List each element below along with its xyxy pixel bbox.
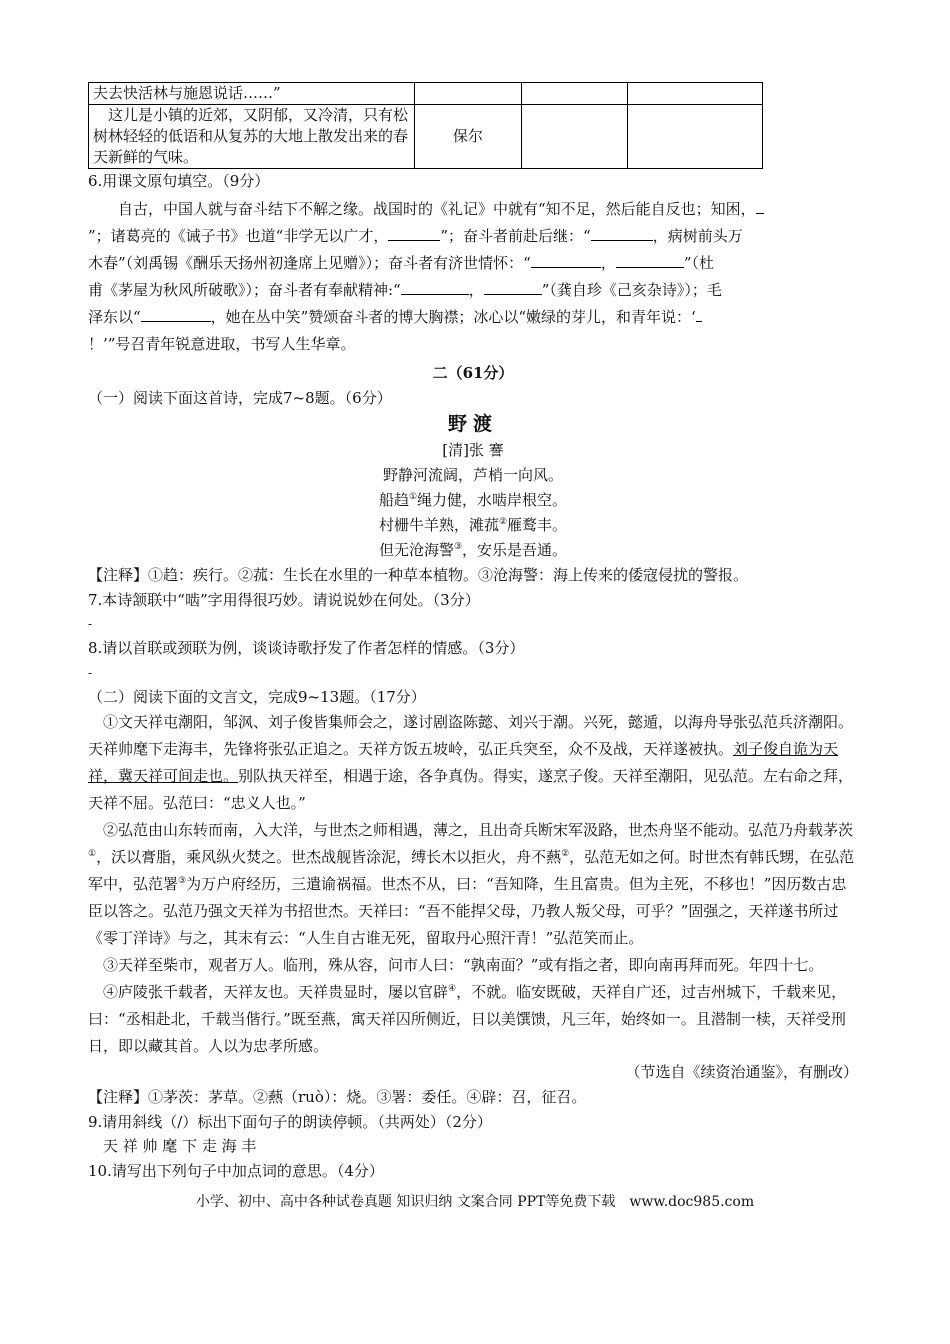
question-6-title: 6.用课文原句填空。（9分） xyxy=(88,172,270,190)
text: ①文天祥屯潮阳，邹沨、刘子俊皆集师会之，遂讨剧盗陈懿、刘兴于潮。兴死，懿遁，以海舟导张弘范兵济潮阳。天祥帅麾下走海丰，先锋将张弘正追之。天祥方饭五坡岭，弘正兵突至，众不及战，天祥遂被执。 xyxy=(88,713,854,758)
underlined-sentence: 刘子俊自诡为天祥，冀天祥可间走也。 xyxy=(88,740,839,785)
text: 泽东以“ xyxy=(88,307,141,326)
note-mark: ② xyxy=(561,849,570,859)
question-8: 8.请以首联或颈联为例，谈谈诗歌抒发了作者怎样的情感。（3分） xyxy=(88,639,525,657)
reading-table xyxy=(88,82,763,169)
text: 甫《茅屋为秋风所破歌》）；奋斗者有奉献精神:“ xyxy=(88,280,401,299)
source-citation: （节选自《续资治通鉴》，有删改） xyxy=(625,1063,858,1081)
blank[interactable] xyxy=(141,306,211,322)
question-9-sentence: 天 祥 帅 麾 下 走 海 丰 xyxy=(103,1137,257,1155)
table-cell: 夫去快活林与施恩说话……” xyxy=(89,83,415,105)
page-footer: 小学、初中、高中各种试卷真题 知识归纳 文案合同 PPT等免费下载 www.doc985.com xyxy=(195,1194,755,1210)
prose-paragraph-3: ③天祥至柴市，观者万人。临刑，殊从容，问市人曰：“孰南面？”或有指之者，即向南再拜而死。年四十七。 xyxy=(103,956,824,974)
text: ！’”号召青年锐意进取，书写人生华章。 xyxy=(88,334,356,353)
note-mark: ① xyxy=(88,849,97,859)
question-7: 7.本诗颔联中“啮”字用得很巧妙。请说说妙在何处。（3分） xyxy=(88,590,480,609)
poem-intro: （一）阅读下面这首诗，完成7~8题。（6分） xyxy=(88,388,392,407)
text: ”（杜 xyxy=(683,253,715,272)
blank[interactable] xyxy=(388,225,440,241)
table-cell xyxy=(628,105,763,169)
text: ，她在丛中笑”赞颂奋斗者的博大胸襟；冰心以“嫩绿的芽儿，和青年说：‘ xyxy=(210,307,696,326)
text: ， xyxy=(468,280,484,299)
text: 绳力健，水啮岸根空。 xyxy=(417,491,568,509)
poem-line xyxy=(88,513,858,538)
answer-line: - xyxy=(88,665,93,680)
note-mark: ③ xyxy=(178,876,187,886)
prose-paragraph-4 xyxy=(88,979,858,1060)
blank[interactable] xyxy=(616,252,684,268)
question-9: 9.请用斜线（/）标出下面句子的朗读停顿。（共两处）（2分） xyxy=(88,1112,492,1131)
note-mark: ③ xyxy=(453,542,463,552)
table-cell xyxy=(628,83,763,105)
text: ， xyxy=(600,253,616,272)
question-10: 10.请写出下列句子中加点词的意思。（4分） xyxy=(88,1161,384,1180)
text: 但无沧海警 xyxy=(378,541,454,559)
answer-line: - xyxy=(88,617,93,631)
text: 村栅牛羊熟，滩菰 xyxy=(378,516,499,534)
text: 雁鹜丰。 xyxy=(507,516,568,534)
blank[interactable] xyxy=(756,198,764,214)
blank[interactable] xyxy=(696,306,702,322)
prose-paragraph-2 xyxy=(88,817,858,952)
table-cell xyxy=(521,83,628,105)
text: ，安乐是吾通。 xyxy=(462,541,568,559)
table-row xyxy=(89,105,763,169)
table-cell xyxy=(415,83,522,105)
table-row xyxy=(89,83,763,105)
blank[interactable] xyxy=(484,279,542,295)
blank[interactable] xyxy=(401,279,469,295)
prose-paragraph-1 xyxy=(88,709,858,817)
text: ②弘范由山东转而南，入大洋，与世杰之师相遇，薄之，且出奇兵断宋军汲路，世杰舟坚不能动。弘范乃舟载茅茨 xyxy=(103,821,854,839)
text: 自古，中国人就与奋斗结下不解之缘。战国时的《礼记》中就有“知不足，然后能自反也；知困， xyxy=(118,199,756,218)
table-cell: 保尔 xyxy=(415,105,522,169)
poem-line xyxy=(88,538,858,563)
poem-author: [清]张 謇 xyxy=(442,441,504,459)
prose-intro: （二）阅读下面的文言文，完成9~13题。（17分） xyxy=(88,687,426,706)
poem-note: 【注释】①趋：疾行。②菰：生长在水里的一种草本植物。③沧海警：海上传来的倭寇侵扰的警报。 xyxy=(88,566,749,584)
text: 船趋 xyxy=(378,491,409,509)
note-mark: ① xyxy=(408,492,418,502)
text: ，不就。临安既破，天祥自广还，过吉州城下，千载来见，曰：“丞相赴北，千载当偕行。”既至燕，寓天祥囚所侧近，日以美馔馈，凡三年，始终如一。且潜制一椟，天祥受刑日，即以藏其首。人以为忠孝所感。 xyxy=(88,983,847,1055)
text: ，沃以膏脂，乘风纵火焚之。世杰战舰皆涂泥，缚长木以拒火，舟不爇 xyxy=(96,848,562,866)
note-mark: ④ xyxy=(448,984,457,994)
text: 为万户府经历，三遣谕祸福。世杰不从，曰：“吾知降，生且富贵。但为主死，不移也！”因历数古忠臣以答之。弘范乃强文天祥为书招世杰。天祥曰：“吾不能捍父母，乃教人叛父母，可乎？”固强之，天祥遂书所过《零丁洋诗》与之，其末有云：“人生自古谁无死，留取丹心照汗青！”弘范笑而止。 xyxy=(88,875,847,947)
prose-note: 【注释】①茅茨：茅草。②爇（ruò）：烧。③署：委任。④辟：召，征召。 xyxy=(88,1088,587,1106)
table-cell xyxy=(521,105,628,169)
blank[interactable] xyxy=(591,225,653,241)
text: ”（龚自珍《己亥杂诗》）；毛 xyxy=(541,280,722,299)
section-heading: 二（61分） xyxy=(432,363,514,382)
blank[interactable] xyxy=(531,252,601,268)
text: ”；诸葛亮的《诫子书》也道“非学无以广才， xyxy=(88,226,389,245)
poem-line: 野静河流阔，芦梢一向风。 xyxy=(382,466,563,484)
text: ，弘范无如之何。时世杰有韩氏甥，在弘范军中，弘范署 xyxy=(88,848,855,893)
page-content xyxy=(88,82,858,1183)
text: 别队执天祥至，相遇于途，各争真伪。得实，遂烹子俊。天祥至潮阳，见弘范。左右命之拜，天祥不屈。弘范曰：“忠义人也。” xyxy=(88,767,854,812)
poem-line xyxy=(88,488,858,513)
text: ”；奋斗者前赴后继：“ xyxy=(440,226,591,245)
table-cell: 这儿是小镇的近郊，又阴郁，又冷清，只有松树林轻轻的低语和从复苏的大地上散发出来的春天新鲜的气味。 xyxy=(89,105,415,169)
note-mark: ② xyxy=(498,517,508,527)
text: ，病树前头万 xyxy=(652,226,743,245)
poem-title: 野渡 xyxy=(447,413,498,435)
text: ④庐陵张千载者，天祥友也。天祥贵显时，屡以官辟 xyxy=(103,983,449,1001)
text: 木春”（刘禹锡《酬乐天扬州初逢席上见赠》）；奋斗者有济世情怀：“ xyxy=(88,253,531,272)
question-6-text xyxy=(88,196,858,358)
